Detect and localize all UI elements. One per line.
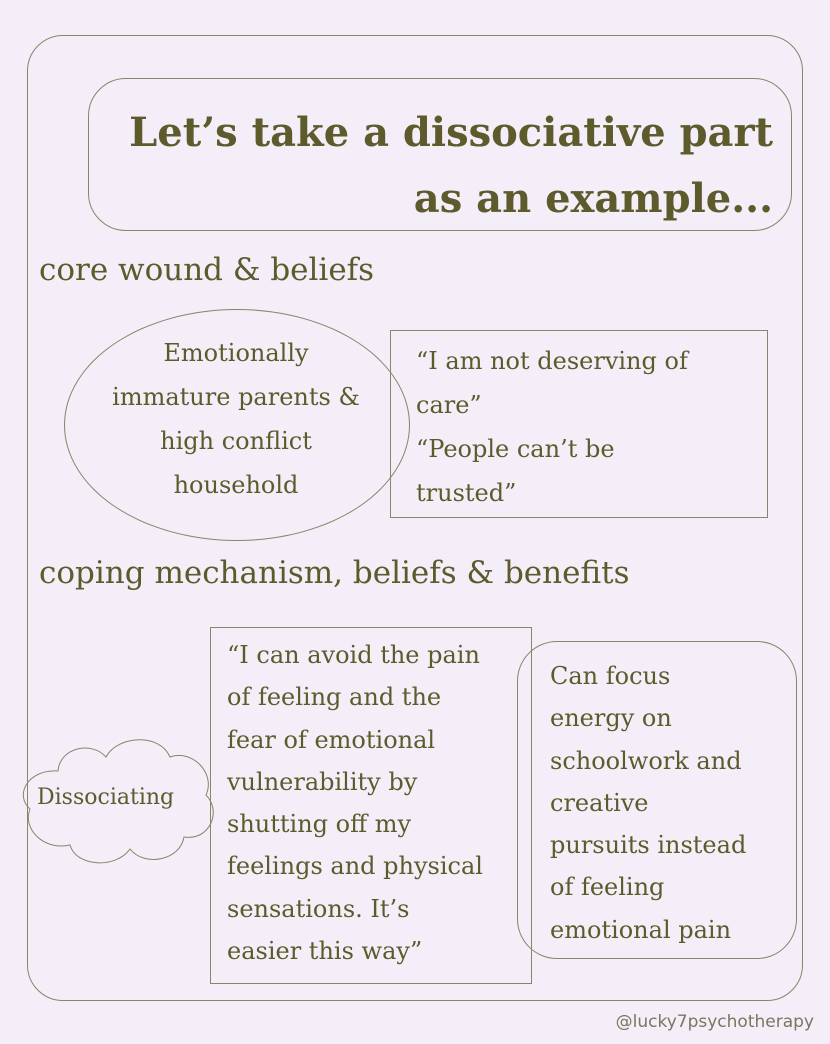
- coping-belief-line: vulnerability by: [227, 767, 418, 796]
- core-wound-text: [85, 331, 387, 507]
- coping-benefit-line: creative: [550, 788, 649, 817]
- title-line: Let’s take a dissociative part: [129, 109, 773, 156]
- coping-belief-line: of feeling and the: [227, 683, 442, 712]
- core-wound-line: high conflict: [160, 427, 312, 455]
- coping-benefit-text: [550, 655, 746, 951]
- coping-belief-line: easier this way”: [227, 937, 423, 966]
- coping-benefit-line: pursuits instead: [550, 831, 747, 860]
- core-belief-line: trusted”: [416, 479, 517, 507]
- core-wound-line: household: [173, 471, 299, 499]
- page-title: [129, 100, 773, 232]
- coping-belief-line: fear of emotional: [227, 725, 436, 754]
- coping-belief-line: sensations. It’s: [227, 894, 410, 923]
- coping-belief-line: shutting off my: [227, 810, 412, 839]
- core-wound-line: Emotionally: [163, 339, 309, 367]
- coping-belief-line: feelings and physical: [227, 852, 483, 881]
- social-handle: @lucky7psychotherapy: [615, 1012, 814, 1032]
- coping-benefit-line: Can focus: [550, 662, 671, 690]
- core-belief-line: “People can’t be: [416, 435, 615, 463]
- core-belief-line: care”: [416, 391, 482, 419]
- coping-mechanism-label: Dissociating: [37, 785, 175, 810]
- core-wound-line: immature parents &: [112, 383, 360, 411]
- coping-belief-text: [227, 634, 483, 972]
- section-heading-core-wound: core wound & beliefs: [39, 252, 375, 288]
- core-beliefs-text: [416, 339, 688, 515]
- coping-benefit-line: energy on: [550, 704, 672, 733]
- section-heading-coping: coping mechanism, beliefs & benefits: [39, 555, 630, 591]
- coping-belief-line: “I can avoid the pain: [227, 641, 480, 669]
- coping-benefit-line: of feeling: [550, 873, 665, 902]
- core-belief-line: “I am not deserving of: [416, 347, 688, 375]
- coping-benefit-line: emotional pain: [550, 915, 732, 944]
- coping-benefit-line: schoolwork and: [550, 746, 742, 775]
- title-line: as an example...: [413, 175, 773, 222]
